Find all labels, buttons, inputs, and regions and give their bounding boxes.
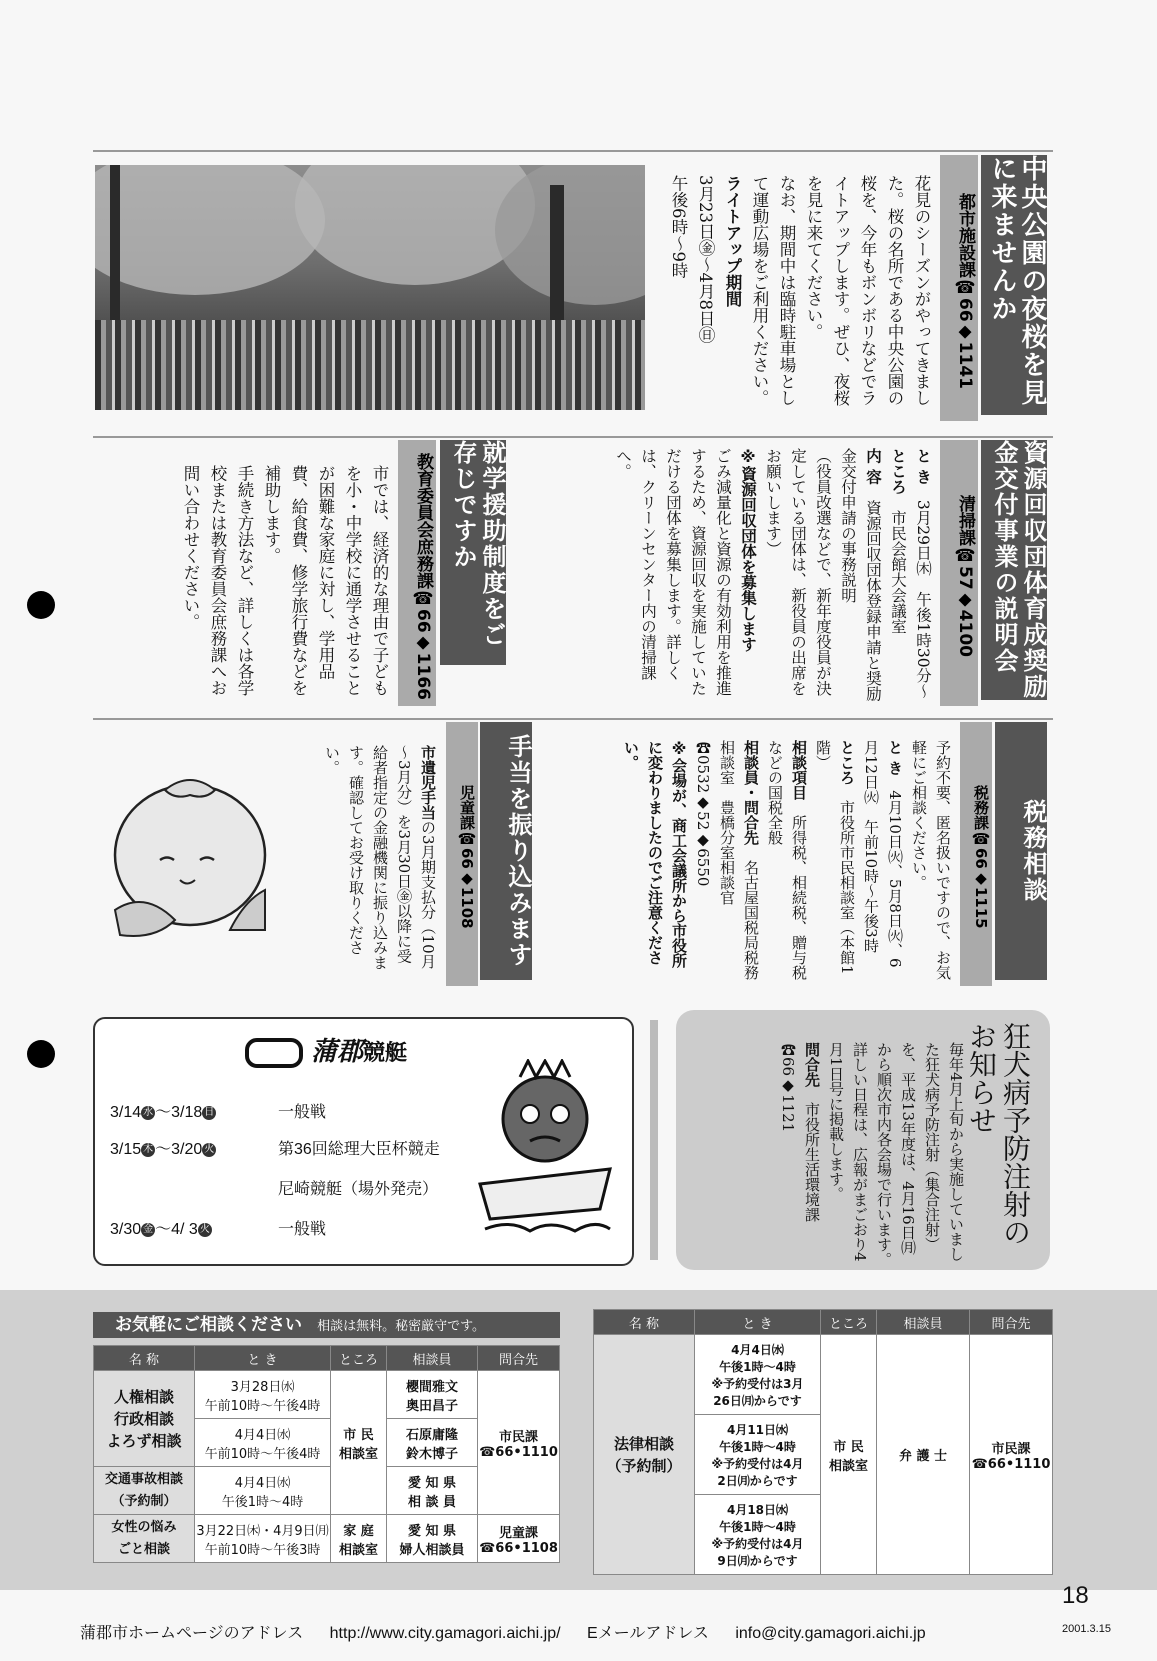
boat-date-end: ～3/20 [155, 1141, 203, 1158]
boat-schedule-row [110, 1136, 216, 1159]
table-row [94, 1515, 560, 1563]
legal-time: 4月4日㈬ 午後1時～4時 ※予約受付は3月 26日㈪からです [695, 1335, 821, 1415]
recycle-dept-text: 清掃課☎57◆4100 [955, 495, 975, 657]
recycle-dept [940, 440, 978, 706]
park-paragraph-1: 花見のシーズンがやってきました。桜の名所である中央公園の桜を、今年もボンボリなどでライトアップします。ぜひ、夜桜を見に来てください。 [804, 175, 931, 406]
legal-consult-table [593, 1309, 1053, 1575]
rabies-paragraph-1: 毎年4月上旬から実施していました狂犬病予防注射（集合注射）を、平成13年度は、4月16日㈪から順次市内各会場で行います。 [875, 1042, 965, 1267]
boat-event: 尼崎競艇（場外発売） [278, 1181, 439, 1198]
boat-day-badge: 金 [143, 1223, 154, 1235]
col-header: と き [195, 1346, 331, 1371]
col-header: 相談員 [877, 1310, 970, 1335]
park-dept [940, 155, 978, 421]
boat-schedule-row [110, 1216, 212, 1239]
footer-mail-label: Eメールアドレス [587, 1625, 709, 1642]
rabies-contact: 市役所生活環境課 ☎66◆1121 [779, 1042, 821, 1237]
consult-time: 3月22日㈭・4月9日㈪ 午前10時～午後3時 [195, 1515, 331, 1563]
col-header: ところ [331, 1346, 387, 1371]
school-paragraph-2: 手続き方法など、詳しくは各学校または教育委員会庶務課へお問い合わせください。 [181, 465, 254, 696]
footer-hp-link[interactable]: http://www.city.gamagori.aichi.jp/ [329, 1625, 561, 1642]
tax-intro: 予約不要、匿名扱いですので、お気軽にご相談ください。 [910, 740, 952, 980]
binding-hole-dot [27, 1040, 55, 1068]
school-body [175, 465, 393, 705]
divider [650, 1020, 658, 1260]
consult-time: 4月4日㈬ 午後1時～4時 [195, 1467, 331, 1515]
school-title [440, 440, 506, 665]
consult-time: 4月4日㈬ 午前10時～午後4時 [195, 1419, 331, 1467]
rule [93, 718, 1053, 720]
rabies-title-text: 狂犬病予防注射のお知らせ [965, 1022, 1032, 1246]
consult-place: 家 庭 相談室 [331, 1515, 387, 1563]
consult-note: 相談は無料。秘密厳守です。 [317, 1319, 486, 1334]
boat-event: 一般戦 [278, 1221, 327, 1238]
consult-staff: 愛 知 県 相 談 員 [387, 1467, 478, 1515]
recycle-recruit-title: ※資源回収団体を募集します [739, 448, 757, 652]
col-header: と き [695, 1310, 821, 1335]
boat-race-box [93, 1017, 634, 1266]
allowance-dept [446, 722, 478, 986]
consult-staff: 石原庸隆 鈴木博子 [387, 1419, 478, 1467]
recycle-toki-label: と き [914, 448, 932, 485]
recycle-tokoro-label: ところ [889, 448, 907, 495]
rule [93, 150, 1053, 152]
consult-staff: 櫻間雅文 奥田昌子 [387, 1371, 478, 1419]
boat-day-badge: 日 [204, 1106, 215, 1118]
boat-day-badge: 水 [143, 1106, 154, 1118]
consult-name: 女性の悩み ごと相談 [94, 1515, 195, 1563]
consult-staff: 愛 知 県 婦人相談員 [387, 1515, 478, 1563]
boat-date-end: ～3/18 [155, 1104, 203, 1121]
park-title [981, 155, 1047, 415]
allowance-body [300, 745, 440, 975]
allowance-text: の3月期支払分（10月～3月分）を3月30日㊎以降に受給者指定の金融機関に振り込みます。確認してお受け取りください。 [323, 745, 437, 970]
cherry-blossom-photo [95, 165, 645, 410]
col-header: 相談員 [387, 1346, 478, 1371]
table-header-row [94, 1346, 560, 1371]
rule [93, 436, 1053, 438]
tax-title-text: 税務相談 [1019, 799, 1047, 903]
allowance-title-text: 手当を振り込みます [504, 734, 532, 968]
footer [80, 1620, 926, 1643]
boat-date-end: ～4/ 3 [155, 1221, 198, 1238]
recycle-toki: 3月29日㈭ 午後1時30分～ [914, 499, 932, 699]
allowance-dept-text: 児童課☎66◆1108 [458, 785, 476, 929]
legal-time: 4月18日㈬ 午後1時～4時 ※予約受付は4月 9日㈪からです [695, 1495, 821, 1575]
consult-heading-bar [93, 1312, 560, 1338]
allowance-title [480, 722, 532, 980]
boat-day-badge: 火 [199, 1223, 210, 1235]
rabies-paragraph-2: 詳しい日程は、広報がまごおり4月1日号に掲載します。 [827, 1042, 869, 1262]
boat-race-logo-icon [245, 1038, 303, 1068]
school-title-text: 就学援助制度をご存じですか [449, 440, 506, 648]
boat-date-start: 3/14 [110, 1104, 142, 1121]
park-period-label: ライトアップ期間 [723, 175, 742, 307]
school-dept-text: 教育委員会庶務課☎66◆1166 [413, 452, 433, 700]
recycle-body [540, 448, 935, 710]
legal-name: 法律相談 （予約制） [594, 1335, 695, 1575]
rabies-body [698, 1042, 968, 1267]
recycle-naiyo: 資源回収団体登録申請と奨励金交付申請の事務説明 [839, 448, 882, 702]
school-paragraph-1: 市では、経済的な理由で子どもを小・中学校に通学させることが困難な家庭に対し、学用品費、給食費、修学旅行費などを補助します。 [262, 465, 389, 696]
footer-mail-link[interactable]: info@city.gamagori.aichi.jp [735, 1625, 926, 1642]
park-dept-text: 都市施設課☎66◆1141 [955, 193, 975, 389]
tax-item-label: 相談項目 [790, 740, 808, 800]
park-hours: 午後6時～9時 [669, 175, 688, 279]
boat-logo-suffix: 競艇 [363, 1040, 408, 1065]
boat-race-logo [245, 1031, 407, 1068]
table-row [94, 1371, 560, 1419]
recycle-recruit: ごみ減量化と資源の有効利用を推進するため、資源回収を実施していただける団体を募集します。詳しくは、クリーンセンター内の清掃課へ。 [614, 448, 732, 696]
consult-contact: 児童課 ☎66•1108 [478, 1515, 560, 1563]
consult-place: 市 民 相談室 [331, 1371, 387, 1515]
rabies-box [676, 1010, 1050, 1270]
boat-event: 一般戦 [278, 1104, 327, 1121]
allowance-subtitle: 市遺児手当 [419, 745, 437, 820]
boat-day-badge: 木 [143, 1143, 154, 1155]
footer-hp-label: 蒲郡市ホームページのアドレス [80, 1625, 304, 1642]
rabies-title [962, 1022, 1032, 1257]
tax-note: ※会場が、商工会議所から市役所に変わりましたのでご注意ください。 [622, 740, 688, 968]
col-header: ところ [821, 1310, 877, 1335]
consult-heading: お気軽にご相談ください [115, 1315, 302, 1335]
boat-day-badge: 火 [204, 1143, 215, 1155]
col-header: 問合先 [478, 1346, 560, 1371]
park-period: 3月23日㊎～4月8日㊐ [696, 175, 715, 343]
tax-title [995, 722, 1047, 980]
table-row [594, 1335, 1053, 1415]
school-dept [398, 440, 436, 706]
col-header: 問合先 [970, 1310, 1053, 1335]
boat-schedule-row [110, 1099, 216, 1122]
legal-place: 市 民 相談室 [821, 1335, 877, 1575]
recycle-title [981, 440, 1047, 700]
boat-event: 第36回総理大臣杯競走 [278, 1141, 440, 1158]
boat-date-start: 3/30 [110, 1221, 142, 1238]
tax-tokoro-label: ところ [838, 740, 856, 785]
legal-contact: 市民課 ☎66•1110 [970, 1335, 1053, 1575]
tax-body [545, 740, 955, 980]
park-title-text: 中央公園の夜桜を見に来ませんか [987, 155, 1047, 407]
park-body [650, 175, 935, 420]
mascot-illustration [105, 760, 275, 945]
col-header: 名 称 [94, 1346, 195, 1371]
binding-hole-dot [27, 591, 55, 619]
tax-contact: 名古屋国税局税務相談室 豊橋分室相談官 ☎0532◆52◆6550 [694, 740, 760, 980]
consult-time: 3月28日㈬ 午前10時～午後4時 [195, 1371, 331, 1419]
tax-toki-label: と き [886, 740, 904, 776]
recycle-naiyo-label: 内 容 [864, 448, 882, 485]
tax-toki: 4月10日㈫、5月8日㈫、6月12日㈫ 午前10時～午後3時 [862, 740, 904, 968]
tax-dept [960, 722, 992, 986]
park-paragraph-2: なお、期間中は臨時駐車場として運動広場をご利用ください。 [750, 175, 796, 406]
rabies-contact-label: 問合先 [803, 1042, 821, 1087]
tax-contact-label: 相談員・問合先 [742, 740, 760, 845]
tax-dept-text: 税務課☎66◆1115 [972, 785, 990, 929]
consult-name: 交通事故相談 （予約制） [94, 1467, 195, 1515]
page-number: 18 [1062, 1582, 1089, 1609]
tax-item: 所得税、相続税、贈与税などの国税全般 [766, 740, 808, 980]
tax-tokoro: 市役所市民相談室（本館1階） [814, 740, 856, 975]
legal-time: 4月11日㈬ 午後1時～4時 ※予約受付は4月 2日㈪からです [695, 1415, 821, 1495]
boat-mascot-illustration [470, 1059, 620, 1249]
table-header-row [594, 1310, 1053, 1335]
consult-contact: 市民課 ☎66•1110 [478, 1371, 560, 1515]
issue-date: 2001.3.15 [1062, 1623, 1111, 1635]
col-header: 名 称 [594, 1310, 695, 1335]
legal-staff: 弁 護 士 [877, 1335, 970, 1575]
consult-name: 人権相談 行政相談 よろず相談 [94, 1371, 195, 1467]
recycle-tokoro: 市民会館大会議室 [889, 510, 907, 634]
consult-table [93, 1345, 560, 1563]
recycle-note: （役員改選などで、新年度役員が決定している団体は、新役員の出席をお願いします） [764, 448, 832, 696]
boat-date-start: 3/15 [110, 1141, 142, 1158]
boat-logo-text: 蒲郡 [311, 1036, 364, 1066]
recycle-title-text: 資源回収団体育成奨励金交付事業の説明会 [990, 440, 1047, 700]
